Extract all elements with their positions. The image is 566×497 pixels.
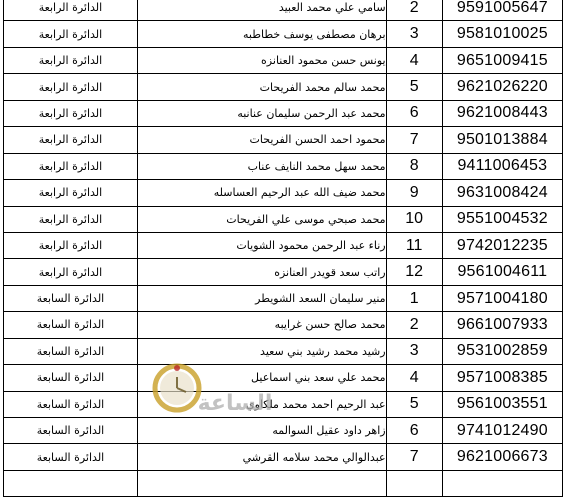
- table-row: [4, 470, 563, 496]
- district-cell: الدائرة السابعة: [4, 444, 138, 470]
- sequence-cell: 6: [386, 418, 442, 444]
- sequence-cell: 3: [386, 21, 442, 47]
- district-cell: الدائرة الرابعة: [4, 74, 138, 100]
- table-row: [4, 338, 563, 364]
- national-id-cell: 9741012490: [442, 418, 562, 444]
- sequence-cell: 7: [386, 444, 442, 470]
- district-cell: الدائرة الرابعة: [4, 259, 138, 285]
- name-cell: محمد صالح حسن غرايبه: [138, 312, 387, 338]
- sequence-cell: 2: [386, 0, 442, 21]
- national-id-cell: 9551004532: [442, 206, 562, 232]
- national-id-cell: 9531002859: [442, 338, 562, 364]
- name-cell: رناء عبد الرحمن محمود الشويات: [138, 232, 387, 258]
- national-id-cell: 9591005647: [442, 0, 562, 21]
- sequence-cell: 4: [386, 47, 442, 73]
- table-row: [4, 180, 563, 206]
- sequence-cell: 10: [386, 206, 442, 232]
- sequence-cell: 9: [386, 180, 442, 206]
- name-cell: منير سليمان السعد الشويطر: [138, 285, 387, 311]
- table-row: [4, 312, 563, 338]
- national-id-cell: 9621026220: [442, 74, 562, 100]
- table-row: [4, 365, 563, 391]
- sequence-cell: 5: [386, 74, 442, 100]
- table-row: [4, 259, 563, 285]
- sequence-cell: 11: [386, 232, 442, 258]
- sequence-cell: 6: [386, 100, 442, 126]
- name-cell: [138, 470, 387, 496]
- name-cell: سامي علي محمد العبيد: [138, 0, 387, 21]
- national-id-cell: 9411006453: [442, 153, 562, 179]
- table-row: [4, 100, 563, 126]
- name-cell: محمد سالم محمد الفريحات: [138, 74, 387, 100]
- name-cell: محمد سهل محمد النايف عناب: [138, 153, 387, 179]
- district-cell: الدائرة السابعة: [4, 338, 138, 364]
- table-row: [4, 0, 563, 21]
- name-cell: محمد صبحي موسى علي الفريحات: [138, 206, 387, 232]
- national-id-cell: 9661007933: [442, 312, 562, 338]
- name-cell: يونس حسن محمود العنانزه: [138, 47, 387, 73]
- name-cell: محمد علي سعد بني اسماعيل: [138, 365, 387, 391]
- name-cell: عبدالوالي محمد سلامه القرشي: [138, 444, 387, 470]
- table-row: [4, 74, 563, 100]
- district-cell: الدائرة السابعة: [4, 312, 138, 338]
- name-cell: زاهر داود عقيل السوالمه: [138, 418, 387, 444]
- district-cell: الدائرة السابعة: [4, 418, 138, 444]
- name-cell: رشيد محمد رشيد بني سعيد: [138, 338, 387, 364]
- national-id-cell: 9561003551: [442, 391, 562, 417]
- sequence-cell: 8: [386, 153, 442, 179]
- name-cell: محمد ضيف الله عبد الرحيم العساسله: [138, 180, 387, 206]
- district-cell: الدائرة الرابعة: [4, 127, 138, 153]
- table-row: [4, 127, 563, 153]
- sequence-cell: 7: [386, 127, 442, 153]
- table-row: [4, 285, 563, 311]
- district-cell: الدائرة الرابعة: [4, 206, 138, 232]
- logo-wordmark: الساعة: [197, 391, 273, 416]
- national-id-cell: 9651009415: [442, 47, 562, 73]
- table-row: [4, 391, 563, 417]
- candidates-table: [3, 0, 563, 497]
- sequence-cell: 1: [386, 285, 442, 311]
- sequence-cell: [386, 470, 442, 496]
- district-cell: الدائرة الرابعة: [4, 0, 138, 21]
- district-cell: الدائرة السابعة: [4, 391, 138, 417]
- national-id-cell: 9581010025: [442, 21, 562, 47]
- table-body: [4, 0, 563, 497]
- table-row: [4, 21, 563, 47]
- name-cell: راتب سعد قويدر العنانزه: [138, 259, 387, 285]
- name-cell: عبد الرحيم احمد محمد ملكاوي: [138, 391, 387, 417]
- table-row: [4, 153, 563, 179]
- name-cell: محمد عبد الرحمن سليمان عنانبه: [138, 100, 387, 126]
- national-id-cell: 9631008424: [442, 180, 562, 206]
- table-row: [4, 47, 563, 73]
- district-cell: [4, 470, 138, 496]
- national-id-cell: 9621008443: [442, 100, 562, 126]
- sequence-cell: 3: [386, 338, 442, 364]
- table-row: [4, 206, 563, 232]
- sequence-cell: 2: [386, 312, 442, 338]
- national-id-cell: 9501013884: [442, 127, 562, 153]
- district-cell: الدائرة الرابعة: [4, 47, 138, 73]
- sequence-cell: 5: [386, 391, 442, 417]
- table-row: [4, 232, 563, 258]
- district-cell: الدائرة السابعة: [4, 285, 138, 311]
- table-row: [4, 444, 563, 470]
- district-cell: الدائرة الرابعة: [4, 100, 138, 126]
- national-id-cell: [442, 470, 562, 496]
- district-cell: الدائرة الرابعة: [4, 21, 138, 47]
- sequence-cell: 12: [386, 259, 442, 285]
- national-id-cell: 9742012235: [442, 232, 562, 258]
- district-cell: الدائرة الرابعة: [4, 180, 138, 206]
- district-cell: الدائرة الرابعة: [4, 153, 138, 179]
- district-cell: الدائرة السابعة: [4, 365, 138, 391]
- national-id-cell: 9561004611: [442, 259, 562, 285]
- national-id-cell: 9571008385: [442, 365, 562, 391]
- sequence-cell: 4: [386, 365, 442, 391]
- national-id-cell: 9621006673: [442, 444, 562, 470]
- name-cell: برهان مصطفى يوسف خطاطبه: [138, 21, 387, 47]
- district-cell: الدائرة الرابعة: [4, 232, 138, 258]
- name-cell: محمود احمد الحسن الفريحات: [138, 127, 387, 153]
- table-row: [4, 418, 563, 444]
- national-id-cell: 9571004180: [442, 285, 562, 311]
